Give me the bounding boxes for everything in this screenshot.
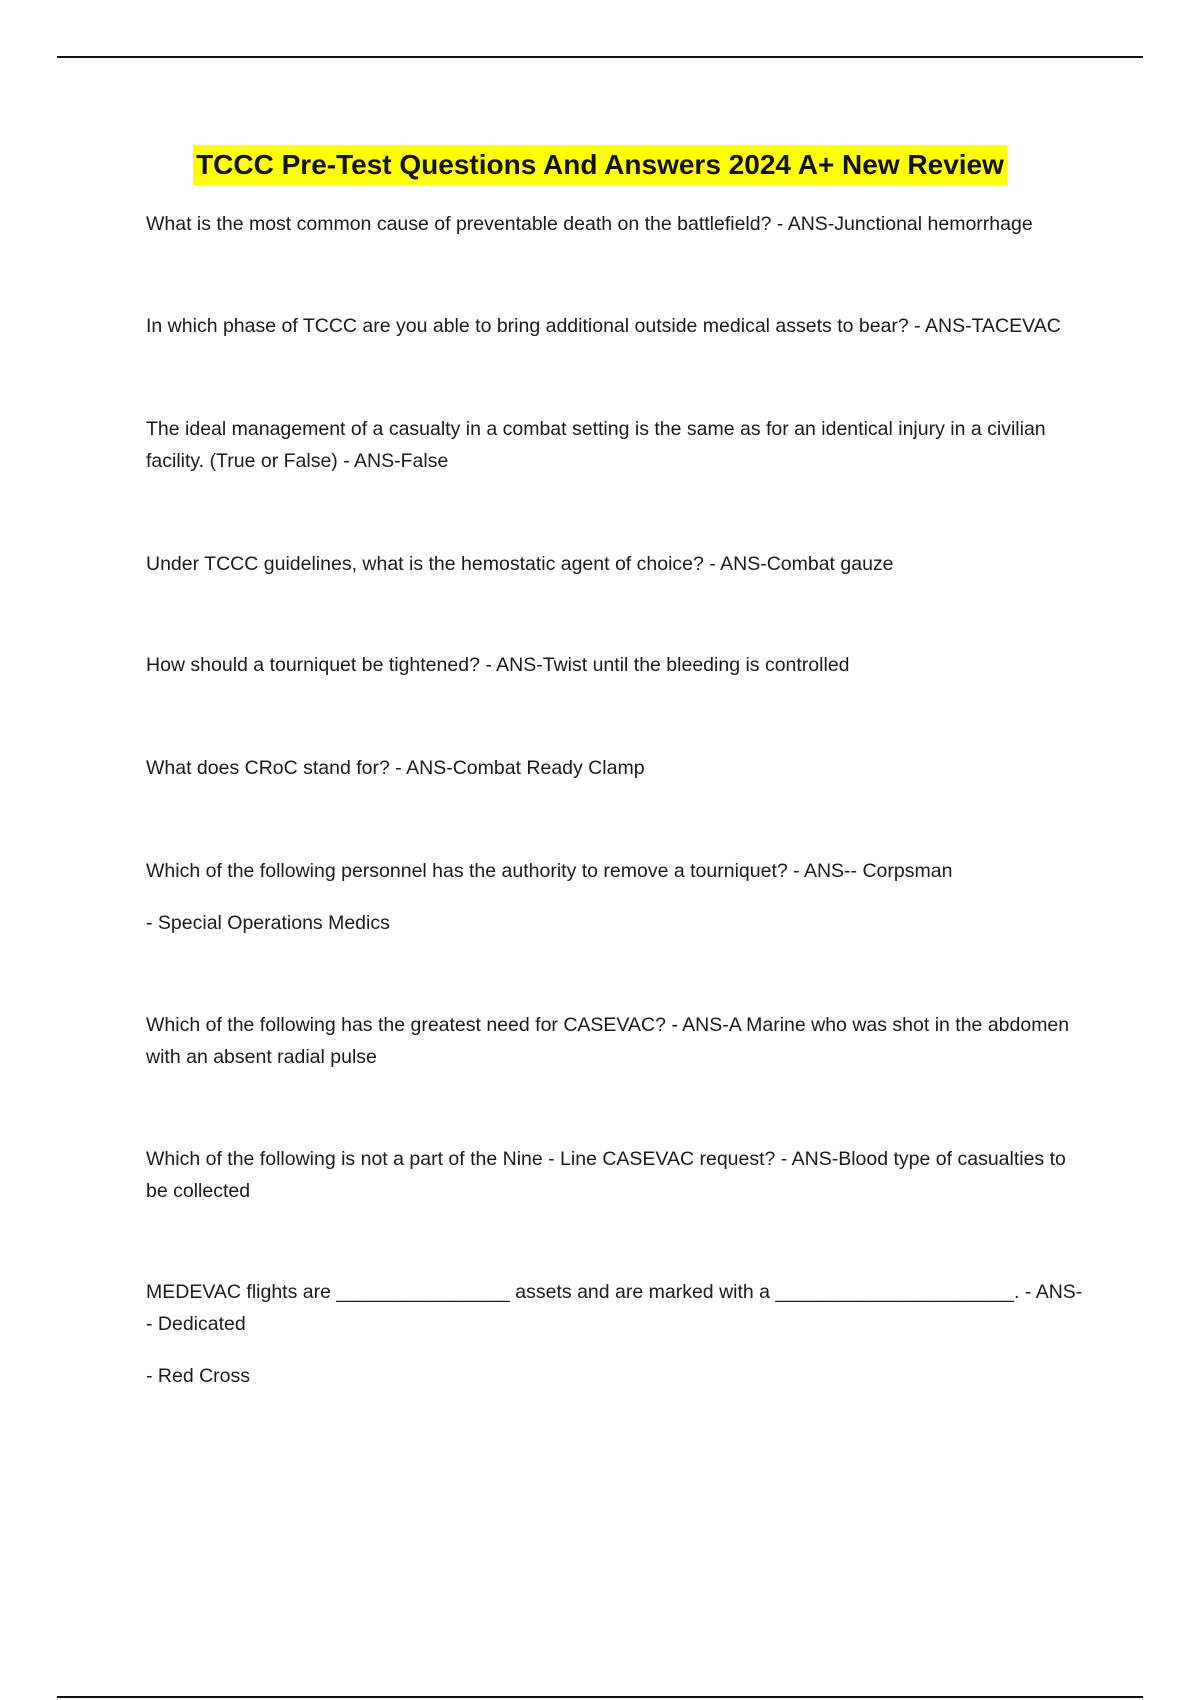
question-item (146, 413, 1086, 477)
question-text: How should a tourniquet be tightened? - ANS-Twist until the bleeding is controlled (146, 654, 850, 676)
question-item (146, 1276, 1086, 1392)
top-rule (57, 56, 1143, 58)
question-text: MEDEVAC flights are ________________ assets and are marked with a ______________________. - ANS-- Dedicated (146, 1281, 1083, 1335)
question-text: In which phase of TCCC are you able to bring additional outside medical assets to bear? - ANS-TACEVAC (146, 315, 1061, 337)
question-item (146, 310, 1086, 342)
page-title: TCCC Pre-Test Questions And Answers 2024 A+ New Review (193, 145, 1007, 185)
bottom-rule (57, 1696, 1143, 1698)
question-text: Which of the following has the greatest need for CASEVAC? - ANS-A Marine who was shot in the abdomen with an absent radial pulse (146, 1014, 1070, 1068)
question-text: What does CRoC stand for? - ANS-Combat Ready Clamp (146, 757, 645, 779)
question-item (146, 548, 1086, 580)
question-text: Under TCCC guidelines, what is the hemostatic agent of choice? - ANS-Combat gauze (146, 553, 894, 575)
question-item (146, 649, 1086, 681)
question-text: The ideal management of a casualty in a combat setting is the same as for an identical injury in a civilian facility. (True or False) - ANS-False (146, 418, 1046, 472)
question-item (146, 1009, 1086, 1073)
answer-continuation: - Red Cross (146, 1365, 251, 1387)
question-item (146, 855, 1086, 939)
question-text: What is the most common cause of preventable death on the battlefield? - ANS-Junctional hemorrhage (146, 213, 1033, 235)
title-container (0, 145, 1200, 185)
answer-continuation: - Special Operations Medics (146, 912, 390, 934)
question-text: Which of the following is not a part of the Nine - Line CASEVAC request? - ANS-Blood type of casualties to be collected (146, 1148, 1066, 1202)
question-item (146, 1143, 1086, 1207)
question-text: Which of the following personnel has the authority to remove a tourniquet? - ANS-- Corpsman (146, 860, 953, 882)
question-item (146, 752, 1086, 784)
question-item (146, 208, 1086, 240)
